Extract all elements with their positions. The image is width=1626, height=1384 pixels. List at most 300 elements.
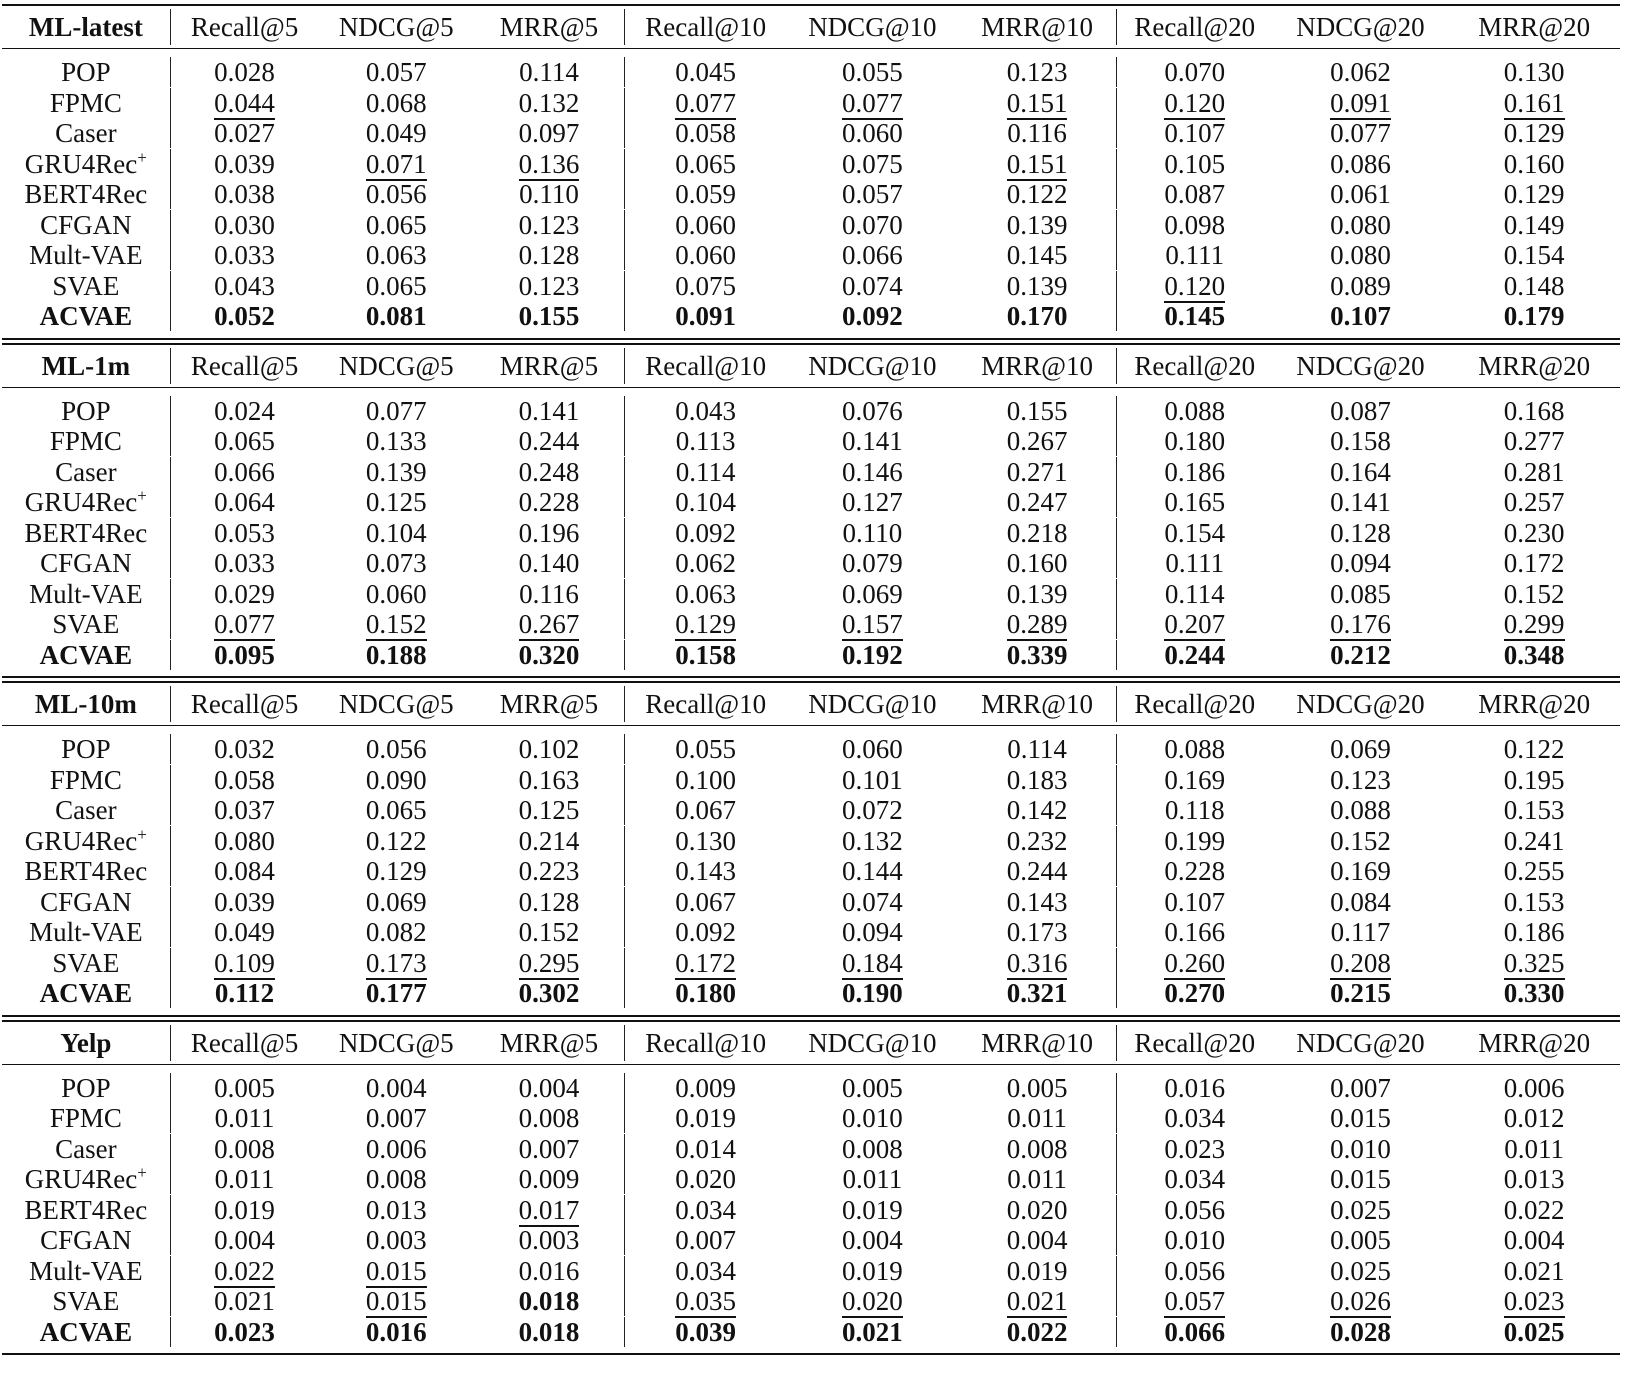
metric-value: 0.022 [1503,1194,1565,1225]
section-header-row [2,6,1620,49]
metric-value: 0.321 [958,978,1117,1008]
metric-header: Recall@5 [190,12,299,42]
metric-value: 0.043 [214,270,275,301]
method-name: Caser [2,795,171,825]
metric-value: 0.027 [214,118,275,149]
metric-value: 0.161 [1503,87,1565,118]
metric-value: 0.170 [958,301,1117,331]
metric-value: 0.007 [675,1225,737,1256]
metric-value: 0.087 [1330,395,1391,426]
metric-value: 0.330 [1503,978,1565,1009]
metric-value: 0.005 [842,1072,903,1103]
method-name: ACVAE [2,640,171,670]
metric-value: 0.169 [1164,764,1226,795]
table-row [2,1103,1620,1134]
metric-value: 0.113 [675,426,736,457]
metric-value: 0.133 [365,426,427,457]
method-name: BERT4Rec [2,518,171,548]
metric-value: 0.148 [1503,270,1565,301]
metric-value: 0.111 [1165,548,1225,579]
method-name: BERT4Rec [2,1195,171,1225]
metric-value: 0.114 [958,734,1117,764]
table-row [2,118,1620,149]
dataset-name: ML-latest [2,9,171,45]
metric-value: 0.029 [214,578,275,609]
metric-value: 0.088 [1164,734,1226,765]
metric-value: 0.005 [1330,1225,1391,1256]
metric-value: 0.056 [1164,1255,1226,1286]
metric-value: 0.183 [958,765,1117,795]
metric-value: 0.011 [214,1164,275,1195]
metric-value: 0.173 [365,947,427,978]
method-name: FPMC [2,765,171,795]
metric-header: Recall@20 [1134,689,1256,719]
metric-header: Recall@20 [1134,12,1256,42]
metric-value: 0.060 [675,209,737,240]
metric-value: 0.064 [214,487,275,518]
metric-value: 0.077 [675,87,737,118]
metric-value: 0.289 [958,609,1117,639]
table-row [2,734,1620,765]
metric-value: 0.020 [958,1195,1117,1225]
metric-value: 0.060 [842,118,903,149]
metric-value: 0.123 [958,57,1117,87]
metric-value: 0.143 [958,887,1117,917]
table-row [2,978,1620,1009]
metric-value: 0.122 [958,179,1117,209]
metric-value: 0.032 [214,734,275,765]
metric-value: 0.109 [214,947,275,978]
metric-value: 0.166 [1164,917,1226,948]
table-row [2,179,1620,210]
metric-value: 0.232 [958,826,1117,856]
metric-value: 0.295 [474,948,625,978]
method-name: CFGAN [2,548,171,578]
metric-header: MRR@10 [958,9,1117,45]
table-row [2,887,1620,918]
metric-value: 0.151 [958,149,1117,179]
metric-value: 0.069 [1330,734,1391,765]
table-row [2,240,1620,271]
metric-value: 0.030 [214,209,275,240]
metric-value: 0.244 [958,856,1117,886]
metric-value: 0.003 [474,1225,625,1255]
table-row [2,765,1620,796]
metric-value: 0.034 [1164,1164,1226,1195]
metric-value: 0.154 [1503,240,1565,271]
metric-value: 0.098 [1164,209,1226,240]
metric-value: 0.080 [1330,240,1391,271]
metric-value: 0.316 [958,948,1117,978]
metric-value: 0.028 [1330,1316,1391,1347]
metric-value: 0.025 [1330,1194,1391,1225]
metric-value: 0.168 [1503,395,1565,426]
metric-value: 0.114 [474,57,625,87]
metric-value: 0.141 [474,396,625,426]
metric-value: 0.062 [675,548,737,579]
metric-value: 0.127 [842,487,903,518]
metric-value: 0.015 [1330,1103,1391,1134]
metric-value: 0.188 [365,639,427,670]
metric-value: 0.101 [842,764,903,795]
metric-header: NDCG@5 [338,12,454,42]
metric-value: 0.092 [842,301,903,332]
metric-value: 0.055 [842,57,903,88]
metric-value: 0.165 [1164,487,1226,518]
metric-value: 0.017 [474,1195,625,1225]
superscript-plus: + [137,147,147,167]
metric-value: 0.020 [842,1286,903,1317]
metric-value: 0.102 [474,734,625,764]
metric-value: 0.129 [675,609,737,640]
metric-header: NDCG@5 [338,350,454,381]
metric-value: 0.281 [1503,456,1565,487]
method-name: POP [2,57,171,87]
metric-header: NDCG@20 [1296,689,1425,719]
metric-value: 0.010 [1330,1133,1391,1164]
method-name: CFGAN [2,887,171,917]
table-row [2,1317,1620,1348]
metric-value: 0.020 [675,1164,737,1195]
metric-value: 0.019 [842,1255,903,1286]
metric-value: 0.141 [842,426,903,457]
method-name: CFGAN [2,1225,171,1255]
metric-value: 0.325 [1503,947,1565,978]
metric-value: 0.208 [1330,947,1391,978]
metric-value: 0.130 [1503,57,1565,88]
metric-value: 0.230 [1503,517,1565,548]
metric-value: 0.011 [842,1164,903,1195]
metric-value: 0.022 [214,1255,275,1286]
metric-value: 0.061 [1330,179,1391,210]
table-row [2,640,1620,671]
metric-value: 0.023 [1164,1133,1226,1164]
method-name: POP [2,734,171,764]
metric-value: 0.107 [1164,886,1226,917]
metric-value: 0.244 [1164,639,1226,670]
metric-header: MRR@10 [958,686,1117,722]
metric-value: 0.136 [474,149,625,179]
metric-value: 0.077 [365,395,427,426]
metric-value: 0.186 [1164,456,1226,487]
metric-value: 0.153 [1503,795,1565,826]
metric-value: 0.015 [365,1286,427,1317]
section-header-row [2,683,1620,726]
metric-value: 0.062 [1330,57,1391,88]
metric-value: 0.112 [214,978,275,1009]
metric-value: 0.123 [1330,764,1391,795]
metric-value: 0.139 [958,210,1117,240]
metric-value: 0.117 [1330,917,1391,948]
metric-value: 0.052 [214,301,275,332]
metric-value: 0.348 [1503,639,1565,670]
method-name: Caser [2,118,171,148]
metric-value: 0.104 [675,487,737,518]
table-row [2,579,1620,610]
metric-value: 0.004 [214,1225,275,1256]
metric-value: 0.218 [958,518,1117,548]
metric-value: 0.011 [958,1164,1117,1194]
section-header-row [2,1022,1620,1065]
metric-header: NDCG@5 [338,689,454,719]
table-row [2,271,1620,302]
metric-value: 0.299 [1503,609,1565,640]
metric-header: MRR@10 [958,1025,1117,1061]
metric-value: 0.180 [1164,426,1226,457]
metric-value: 0.024 [214,395,275,426]
metric-value: 0.076 [842,395,903,426]
metric-value: 0.267 [474,609,625,639]
metric-value: 0.057 [842,179,903,210]
metric-value: 0.071 [365,148,427,179]
metric-value: 0.065 [365,795,427,826]
metric-value: 0.010 [842,1103,903,1134]
metric-header: MRR@5 [474,686,625,722]
metric-value: 0.111 [1165,240,1225,271]
metric-value: 0.039 [675,1316,737,1347]
metric-value: 0.045 [675,57,737,88]
table-row [2,1134,1620,1165]
metric-value: 0.149 [1503,209,1565,240]
table-row [2,609,1620,640]
method-name: ACVAE [2,301,171,331]
metric-value: 0.123 [474,271,625,301]
metric-value: 0.065 [365,209,427,240]
metric-value: 0.320 [474,640,625,670]
method-name: POP [2,396,171,426]
metric-value: 0.152 [365,609,427,640]
metric-header: Recall@10 [645,12,767,42]
metric-value: 0.008 [214,1133,275,1164]
metric-value: 0.008 [842,1133,903,1164]
metric-value: 0.260 [1164,947,1226,978]
metric-value: 0.013 [1503,1164,1565,1195]
metric-value: 0.114 [675,456,736,487]
metric-value: 0.053 [214,517,275,548]
metric-value: 0.094 [1330,548,1391,579]
method-name: GRU4Rec+ [2,826,171,856]
metric-value: 0.244 [474,426,625,456]
method-name: SVAE [2,271,171,301]
metric-value: 0.247 [958,487,1117,517]
metric-value: 0.074 [842,270,903,301]
metric-value: 0.190 [842,978,903,1009]
table-row [2,396,1620,427]
metric-value: 0.257 [1503,487,1565,518]
metric-header: NDCG@10 [808,350,937,381]
metric-value: 0.172 [675,947,737,978]
metric-value: 0.091 [675,301,737,332]
metric-value: 0.007 [474,1134,625,1164]
metric-value: 0.070 [1164,57,1226,88]
dataset-section-ml-10m [2,683,1620,1015]
metric-value: 0.123 [474,210,625,240]
metric-value: 0.006 [1503,1072,1565,1103]
metric-value: 0.092 [675,917,737,948]
method-name: Caser [2,1134,171,1164]
metric-value: 0.060 [365,578,427,609]
method-name: GRU4Rec+ [2,149,171,179]
metric-value: 0.077 [1330,118,1391,149]
metric-value: 0.199 [1164,825,1226,856]
metric-value: 0.120 [1164,270,1226,301]
metric-value: 0.215 [1330,978,1391,1009]
metric-value: 0.067 [675,886,737,917]
metric-value: 0.016 [365,1316,427,1347]
metric-value: 0.140 [474,548,625,578]
metric-value: 0.128 [474,240,625,270]
metric-header: Recall@5 [190,689,299,719]
method-name: CFGAN [2,210,171,240]
metric-value: 0.177 [365,978,427,1009]
metric-value: 0.155 [474,301,625,331]
metric-value: 0.074 [842,886,903,917]
metric-value: 0.033 [214,548,275,579]
metric-value: 0.160 [1503,148,1565,179]
dataset-name: ML-10m [2,686,171,722]
metric-value: 0.267 [958,426,1117,456]
metric-value: 0.110 [842,517,903,548]
method-name: ACVAE [2,1317,171,1347]
metric-value: 0.008 [958,1134,1117,1164]
metric-value: 0.056 [1164,1194,1226,1225]
metric-value: 0.011 [958,1103,1117,1133]
table-row [2,210,1620,241]
metric-value: 0.007 [1330,1072,1391,1103]
table-row [2,1225,1620,1256]
metric-value: 0.129 [1503,118,1565,149]
method-name: Caser [2,457,171,487]
method-name: POP [2,1073,171,1103]
section-double-rule [2,338,1620,345]
metric-header: MRR@20 [1478,689,1591,719]
metric-value: 0.072 [842,795,903,826]
metric-value: 0.270 [1164,978,1226,1009]
method-name: GRU4Rec+ [2,1164,171,1194]
metric-value: 0.097 [474,118,625,148]
metric-value: 0.152 [1503,578,1565,609]
method-name: FPMC [2,426,171,456]
table-row [2,518,1620,549]
metric-value: 0.139 [958,271,1117,301]
metric-value: 0.077 [214,609,275,640]
metric-value: 0.021 [1503,1255,1565,1286]
metric-value: 0.084 [214,856,275,887]
method-name: ACVAE [2,978,171,1008]
metric-header: NDCG@10 [808,689,937,719]
metric-value: 0.066 [842,240,903,271]
table-row [2,1164,1620,1195]
metric-value: 0.164 [1330,456,1391,487]
metric-value: 0.228 [474,487,625,517]
table-row [2,149,1620,180]
metric-value: 0.186 [1503,917,1565,948]
metric-value: 0.018 [474,1317,625,1347]
metric-value: 0.153 [1503,886,1565,917]
metric-header: MRR@20 [1478,12,1591,42]
metric-value: 0.065 [365,270,427,301]
metric-value: 0.120 [1164,87,1226,118]
metric-value: 0.271 [958,457,1117,487]
metric-value: 0.009 [675,1072,737,1103]
metric-value: 0.060 [675,240,737,271]
metric-value: 0.077 [842,87,903,118]
metric-value: 0.035 [675,1286,737,1317]
superscript-plus: + [137,1163,147,1183]
metric-value: 0.248 [474,457,625,487]
metric-value: 0.091 [1330,87,1391,118]
section-body [2,1065,1620,1354]
metric-value: 0.155 [958,396,1117,426]
method-name: SVAE [2,948,171,978]
metric-value: 0.128 [1330,517,1391,548]
metric-value: 0.143 [675,856,737,887]
metric-value: 0.004 [474,1073,625,1103]
metric-value: 0.154 [1164,517,1226,548]
metric-value: 0.080 [214,825,275,856]
table-row [2,948,1620,979]
metric-value: 0.015 [365,1255,427,1286]
metric-header: NDCG@10 [808,1027,937,1058]
metric-value: 0.088 [1164,395,1226,426]
metric-value: 0.028 [214,57,275,88]
method-name: FPMC [2,88,171,118]
table-row [2,301,1620,332]
metric-value: 0.160 [958,548,1117,578]
method-name: Mult-VAE [2,917,171,947]
metric-header: MRR@5 [474,1025,625,1061]
table-row [2,1256,1620,1287]
method-name: FPMC [2,1103,171,1133]
metric-value: 0.016 [1164,1072,1226,1103]
section-double-rule [2,676,1620,683]
table-row [2,856,1620,887]
method-name: BERT4Rec [2,856,171,886]
metric-header: NDCG@10 [808,12,937,42]
metric-header: NDCG@20 [1296,1027,1425,1058]
metric-value: 0.173 [958,917,1117,947]
metric-value: 0.184 [842,947,903,978]
metric-header: MRR@5 [474,9,625,45]
section-body [2,388,1620,677]
metric-value: 0.144 [842,856,903,887]
metric-value: 0.180 [675,978,737,1009]
metric-value: 0.065 [214,426,275,457]
metric-value: 0.059 [675,179,737,210]
metric-value: 0.066 [214,456,275,487]
metric-value: 0.172 [1503,548,1565,579]
metric-value: 0.023 [214,1316,275,1347]
metric-value: 0.132 [842,825,903,856]
metric-value: 0.163 [474,765,625,795]
metric-value: 0.057 [365,57,427,88]
metric-value: 0.214 [474,826,625,856]
metric-value: 0.010 [1164,1225,1226,1256]
table-row [2,548,1620,579]
metric-value: 0.089 [1330,270,1391,301]
metric-value: 0.145 [1164,301,1226,332]
metric-value: 0.092 [675,517,737,548]
table-row [2,1195,1620,1226]
metric-header: Recall@20 [1134,1027,1256,1058]
metric-value: 0.069 [842,578,903,609]
metric-value: 0.013 [365,1194,427,1225]
metric-value: 0.087 [1164,179,1226,210]
metric-value: 0.004 [842,1225,903,1256]
metric-value: 0.107 [1330,301,1391,332]
metric-value: 0.025 [1330,1255,1391,1286]
metric-value: 0.055 [675,734,737,765]
